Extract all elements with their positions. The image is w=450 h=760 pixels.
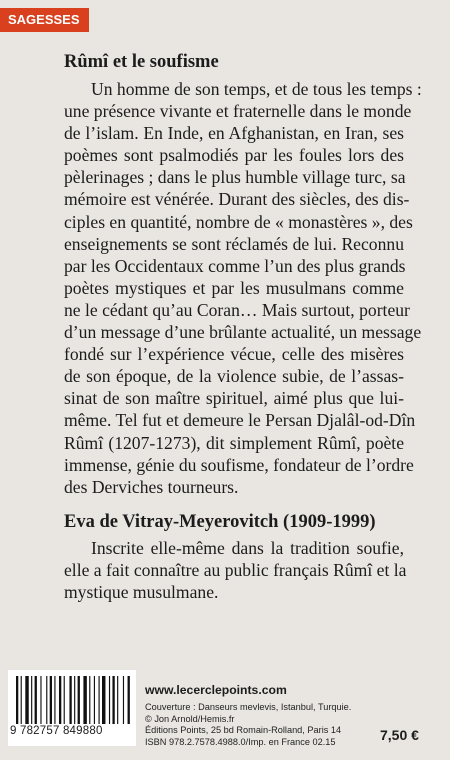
barcode-bars <box>14 676 130 724</box>
barcode-number: 9 782757 849880 <box>10 725 103 737</box>
text-line: immense, génie du soufisme, fondateur de l’ordre <box>64 454 414 475</box>
text-line: mémoire est vénérée. Durant des siècles, des dis- <box>64 189 410 210</box>
barcode-bar <box>74 676 75 724</box>
text-line: ciples en quantité, nombre de « monastères », des <box>64 211 413 232</box>
text-line: elle a fait connaître au public français Rûmî et la <box>64 560 407 581</box>
barcode-bar <box>69 676 71 724</box>
publisher-url[interactable]: www.lecerclepoints.com <box>145 683 287 697</box>
barcode-bar <box>112 676 114 724</box>
section-body-author <box>64 537 407 603</box>
price: 7,50 € <box>380 727 419 743</box>
credits-block <box>145 702 351 748</box>
text-line: poètes mystiques et par les musulmans comme <box>64 277 404 298</box>
text-line: enseignements se sont réclamés de lui. Reconnu <box>64 233 404 254</box>
barcode-bar <box>46 676 47 724</box>
barcode-bar <box>99 676 100 724</box>
text-line: sinat de son maître spirituel, aimé plus que lui- <box>64 388 404 409</box>
barcode-bar <box>78 676 80 724</box>
credit-line: Éditions Points, 25 bd Romain-Rolland, Paris 14 <box>145 725 342 736</box>
barcode-bar <box>94 676 95 724</box>
barcode-bar <box>54 676 55 724</box>
section-heading-author: Eva de Vitray-Meyerovitch (1909-1999) <box>64 512 376 532</box>
barcode-bar <box>40 676 41 724</box>
barcode-bar <box>25 676 28 724</box>
section-body-rumi <box>64 78 422 498</box>
barcode-bar <box>89 676 90 724</box>
barcode-bar <box>64 676 65 724</box>
text-line: poèmes sont psalmodiés par les foules lors des <box>64 145 404 166</box>
barcode-bar <box>117 676 118 724</box>
text-line: fondé sur l’expérience vécue, celle des misères <box>64 344 404 365</box>
text-line: Inscrite elle-même dans la tradition soufie, <box>91 538 404 558</box>
barcode-bar <box>21 676 22 724</box>
text-line: même. Tel fut et demeure le Persan Djalâl-od-Dîn <box>64 410 416 431</box>
barcode-bar <box>83 676 86 724</box>
text-line: d’un message d’une brûlante actualité, un message <box>64 322 422 343</box>
credit-line: Couverture : Danseurs mevlevis, Istanbul, Turquie. <box>145 702 352 712</box>
text-line: de son époque, de la violence subie, de l’assas- <box>64 366 404 387</box>
barcode-bar <box>50 676 52 724</box>
section-heading-rumi: Rûmî et le soufisme <box>64 52 219 72</box>
credit-line: © Jon Arnold/Hemis.fr <box>145 713 235 724</box>
barcode-bar <box>31 676 32 724</box>
barcode-bar <box>16 676 18 724</box>
text-line: Rûmî (1207-1273), dit simplement Rûmî, poète <box>64 432 404 453</box>
barcode-bar <box>59 676 61 724</box>
barcode-bar <box>128 676 130 724</box>
barcode-bar <box>123 676 124 724</box>
text-line: pèlerinages ; dans le plus humble village turc, sa <box>64 167 406 188</box>
barcode-bar <box>102 676 105 724</box>
text-line: par les Occidentaux comme l’un des plus grands <box>64 255 406 276</box>
text-line: Un homme de son temps, et de tous les temps : <box>91 79 422 99</box>
text-line: une présence vivante et fraternelle dans le monde <box>64 101 412 122</box>
collection-tag: SAGESSES <box>0 8 89 32</box>
barcode <box>8 670 136 746</box>
text-line: des Derviches tourneurs. <box>64 476 239 497</box>
text-line: mystique musulmane. <box>64 582 219 603</box>
barcode-bar <box>109 676 110 724</box>
barcode-bar <box>35 676 37 724</box>
text-line: de l’islam. En Inde, en Afghanistan, en Iran, ses <box>64 123 404 144</box>
credit-line: ISBN 978.2.7578.4988.0/Imp. en France 02.15 <box>145 736 336 747</box>
text-line: ne le cédant qu’au Coran… Mais surtout, porteur <box>64 299 410 320</box>
